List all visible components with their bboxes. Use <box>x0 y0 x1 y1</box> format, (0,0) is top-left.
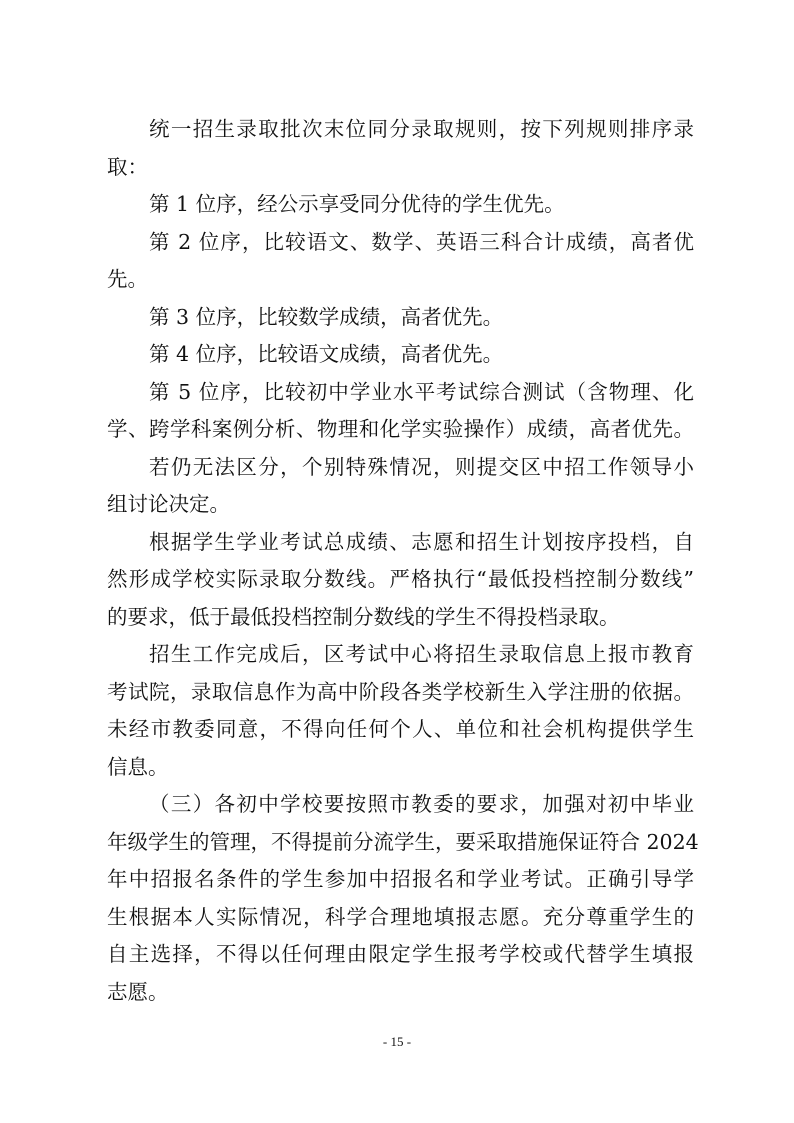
text-line: 然形成学校实际录取分数线。严格执行“最低投档控制分数线” <box>107 567 694 591</box>
text-line: 组讨论决定。 <box>107 492 230 516</box>
text-line: 根据学生学业考试总成绩、志愿和招生计划按序投档，自 <box>149 529 694 554</box>
text-line: 学、跨学科案例分析、物理和化学实验操作）成绩，高者优先。 <box>107 417 694 441</box>
document-body <box>107 111 699 1011</box>
text-line: 信息。 <box>107 754 169 779</box>
text-line: 生根据本人实际情况，科学合理地填报志愿。充分尊重学生的 <box>107 904 694 929</box>
text-line: 未经市教委同意，不得向任何个人、单位和社会机构提供学生 <box>107 717 694 741</box>
text-line: 自主选择，不得以任何理由限定学生报考学校或代替学生填报 <box>107 942 694 966</box>
text-line: 第 3 位序，比较数学成绩，高者优先。 <box>149 304 504 329</box>
text-line: 第 1 位序，经公示享受同分优待的学生优先。 <box>149 192 565 216</box>
text-line: 年中招报名条件的学生参加中招报名和学业考试。正确引导学 <box>107 867 694 891</box>
text-line: 第 5 位序，比较初中学业水平考试综合测试（含物理、化 <box>149 379 694 404</box>
page-number: - 15 - <box>382 1034 412 1049</box>
text-line: 年级学生的管理，不得提前分流学生，要采取措施保证符合 2024 <box>107 829 699 854</box>
text-line: （三）各初中学校要按照市教委的要求，加强对初中毕业 <box>149 792 694 816</box>
text-line: 统一招生录取批次末位同分录取规则，按下列规则排序录 <box>149 117 694 141</box>
text-line: 若仍无法区分，个别特殊情况，则提交区中招工作领导小 <box>149 454 694 479</box>
text-line: 第 2 位序，比较语文、数学、英语三科合计成绩，高者优 <box>149 229 694 254</box>
text-line: 招生工作完成后，区考试中心将招生录取信息上报市教育 <box>149 642 694 666</box>
text-line: 考试院，录取信息作为高中阶段各类学校新生入学注册的依据。 <box>107 679 694 704</box>
text-line: 的要求，低于最低投档控制分数线的学生不得投档录取。 <box>107 604 620 629</box>
text-line: 第 4 位序，比较语文成绩，高者优先。 <box>149 342 504 366</box>
text-line: 取： <box>107 154 148 179</box>
text-line: 志愿。 <box>107 979 169 1004</box>
text-line: 先。 <box>107 267 148 291</box>
